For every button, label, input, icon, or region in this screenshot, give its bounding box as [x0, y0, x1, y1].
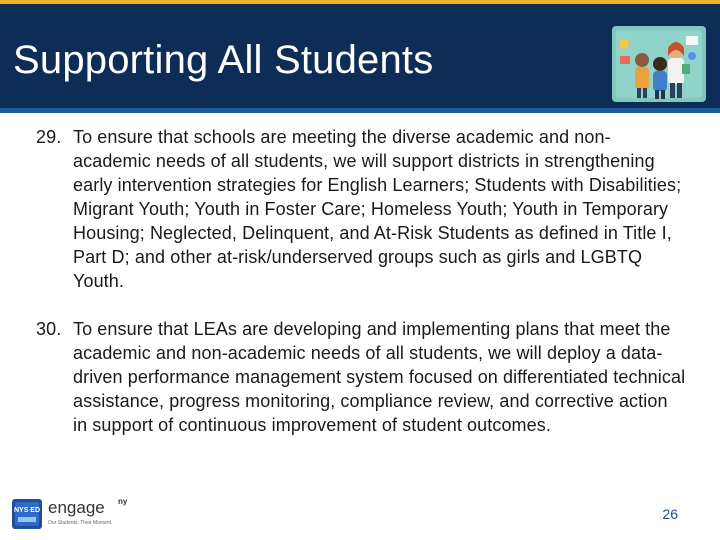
list-item-number: 29.	[36, 127, 62, 147]
slide-title: Supporting All Students	[13, 38, 434, 82]
svg-text:Our Students. Their Moment.: Our Students. Their Moment.	[48, 520, 113, 526]
list-item-text: To ensure that LEAs are developing and implementing plans that meet the academic and non-academic needs of all students, we will deploy a data-driven performance management system focused on differentiated technical assistance, progress monitoring, compliance review, and corrective action in support of continuous improvement of student outcomes.	[73, 319, 686, 435]
header-underline	[0, 108, 720, 113]
svg-text:engage: engage	[48, 498, 105, 517]
svg-text:NYS ED: NYS ED	[13, 507, 41, 514]
list-item-text: To ensure that schools are meeting the diverse academic and non-academic needs of all students, we will support districts in strengthening early intervention strategies for English Learners; Students with Disabilities; Migrant Youth; Youth in Foster Care; Homeless Youth; Youth in Temporary Housing; Neglected, Delinquent, and At-Risk Students as defined in Title I, Part D; and other at-risk/underserved groups such as girls and LGBTQ Youth.	[73, 127, 682, 291]
slide-number: 26	[662, 506, 678, 522]
engageny-logo	[12, 493, 142, 531]
numbered-list	[36, 125, 686, 437]
svg-text:ny: ny	[118, 497, 128, 506]
list-item-number: 30.	[36, 319, 62, 339]
nysed-seal-icon	[12, 499, 42, 529]
list-item	[36, 125, 686, 293]
list-item	[36, 317, 686, 437]
students-illustration-icon	[612, 26, 706, 102]
